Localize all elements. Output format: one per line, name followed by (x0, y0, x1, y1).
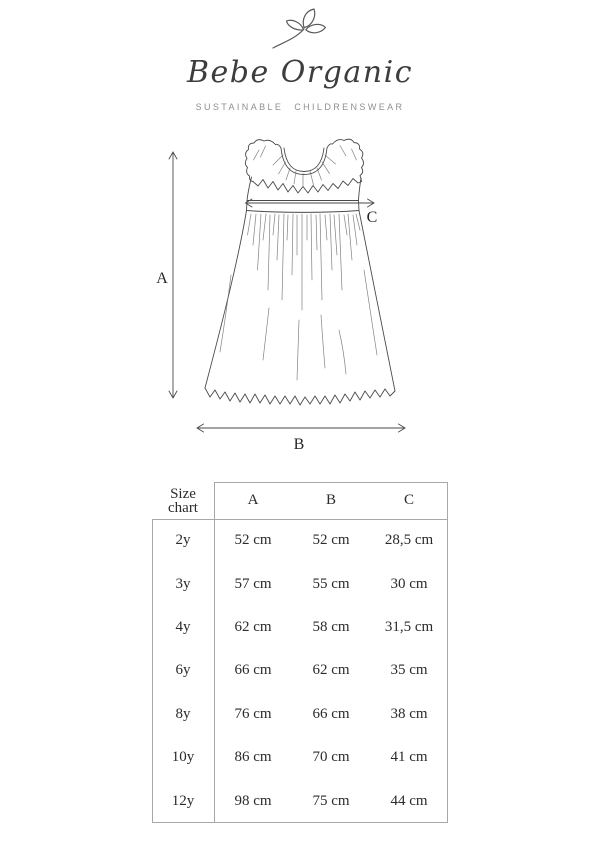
dress-collar (245, 139, 363, 193)
size-cell: 2y (175, 532, 191, 549)
size-cell: 10y (171, 749, 195, 766)
measurement-cell: 70 cm (312, 749, 350, 766)
measurement-cell: 62 cm (312, 662, 350, 679)
column-header-c: C (403, 492, 414, 508)
measurement-cell: 52 cm (312, 532, 350, 549)
branch-sprig-icon (268, 6, 334, 56)
measurement-cell: 62 cm (234, 618, 272, 635)
measurement-cell: 41 cm (390, 749, 428, 766)
column-header-a: A (247, 492, 259, 508)
measurement-cell: 35 cm (390, 662, 428, 679)
size-cell: 4y (175, 618, 191, 635)
dimension-arrow-a (156, 152, 177, 398)
measurement-cell: 86 cm (234, 749, 272, 766)
brand-tagline: SUSTAINABLE CHILDRENSWEAR (195, 102, 405, 112)
measurement-cell: 31,5 cm (384, 618, 434, 635)
size-cell: 12y (171, 792, 195, 809)
measurement-cell: 66 cm (312, 705, 350, 722)
size-cell: 6y (175, 662, 191, 679)
size-chart-title: Size chart (168, 485, 198, 516)
dimension-arrow-b (197, 424, 405, 453)
dress-diagram (140, 128, 420, 468)
measurement-cell: 57 cm (234, 575, 272, 592)
dim-label-c: C (366, 209, 378, 226)
measurement-cell: 38 cm (390, 705, 428, 722)
column-header-b: B (325, 492, 336, 508)
measurement-cell: 58 cm (312, 618, 350, 635)
brand-name: Bebe Organic (186, 55, 414, 90)
measurement-cell: 44 cm (390, 792, 428, 809)
size-cell: 8y (175, 705, 191, 722)
size-chart-grid (152, 482, 448, 823)
measurement-cell: 75 cm (312, 792, 350, 809)
size-cell: 3y (175, 575, 191, 592)
dim-label-a: A (156, 270, 168, 287)
measurement-cell: 30 cm (390, 575, 428, 592)
dim-label-b: B (293, 436, 305, 453)
measurement-cell: 98 cm (234, 792, 272, 809)
measurement-cell: 55 cm (312, 575, 350, 592)
measurement-cell: 28,5 cm (384, 532, 434, 549)
size-chart-table (152, 482, 448, 823)
measurement-cell: 76 cm (234, 705, 272, 722)
dress-skirt (205, 211, 395, 406)
measurement-cell: 66 cm (234, 662, 272, 679)
measurement-cell: 52 cm (234, 532, 272, 549)
